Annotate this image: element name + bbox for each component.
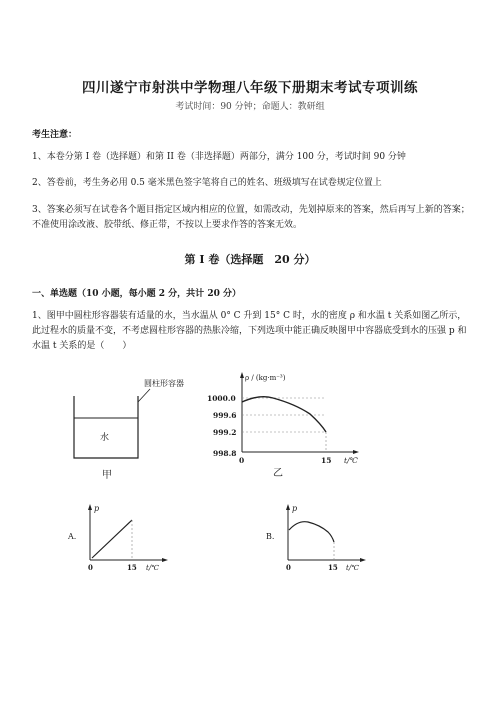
option-b-y-label: p <box>292 504 298 513</box>
option-b-x-label: t/℃ <box>346 564 360 572</box>
exam-info: 考试时间：90 分钟；命题人：教研组 <box>175 102 325 112</box>
yi-y-tick-1: 1000.0 <box>207 394 236 403</box>
yi-density-curve <box>242 397 326 432</box>
notice-item-3: 3、答案必须写在试卷各个题目指定区域内相应的位置，如需改动，先划掉原来的答案，然后再写上新的答案；不准使用涂改液、胶带纸、修正带，不按以上要求作答的答案无效。 <box>32 205 470 230</box>
yi-x-tick-0: 0 <box>239 456 245 465</box>
yi-y-tick-4: 998.8 <box>213 449 237 458</box>
option-b-label: B. <box>266 532 275 541</box>
water-label: 水 <box>100 433 110 443</box>
option-a-x-arrow <box>162 558 168 562</box>
yi-x-arrow <box>353 450 359 454</box>
notice-item-2: 2、答卷前，考生务必用 0.5 毫米黑色签字笔将自己的姓名、班级填写在试卷规定位置上 <box>32 178 382 188</box>
container-outline <box>74 396 138 458</box>
part-heading: 一、单选题（10 小题，每小题 2 分，共计 20 分） <box>32 289 241 299</box>
option-b-y-arrow <box>286 504 290 510</box>
yi-y-tick-2: 999.6 <box>213 411 237 420</box>
option-b-graph[interactable] <box>260 500 380 576</box>
section-title: 第 I 卷（选择题 20 分） <box>184 253 316 266</box>
yi-y-axis-label: ρ / (kg·m⁻³) <box>245 374 286 382</box>
option-b-x-tick-15: 15 <box>328 563 338 572</box>
notice-heading: 考生注意： <box>32 130 78 140</box>
option-a-x-tick-0: 0 <box>88 563 93 572</box>
option-a-line <box>92 520 132 558</box>
figure-yi <box>205 368 370 486</box>
option-a-graph[interactable] <box>62 500 182 576</box>
yi-x-tick-15: 15 <box>321 456 332 465</box>
yi-y-tick-3: 999.2 <box>213 428 237 437</box>
option-b-curve <box>289 522 334 542</box>
yi-y-arrow <box>240 372 244 378</box>
page-title: 四川遂宁市射洪中学物理八年级下册期末考试专项训练 <box>82 80 418 96</box>
figure-yi-caption: 乙 <box>273 468 283 479</box>
option-a-x-label: t/℃ <box>146 564 160 572</box>
figure-jia <box>60 372 200 482</box>
container-label: 圆柱形容器 <box>144 379 184 388</box>
container-pointer-line <box>138 389 150 402</box>
option-a-y-arrow <box>88 504 92 510</box>
question-1-text: 1、图甲中圆柱形容器装有适量的水，当水温从 0° C 升到 15° C 时，水的密度 ρ 和水温 t 关系如图乙所示，此过程水的质量不变，不考虑圆柱形容器的热胀冷缩，下列选项中能正确反映图甲中容器底受到水的压强 p 和水温 t 关系的是（ ） <box>32 311 467 351</box>
yi-gridlines <box>242 398 326 452</box>
option-b-x-arrow <box>360 558 366 562</box>
notice-item-1: 1、本卷分第 I 卷（选择题）和第 II 卷（非选择题）两部分，满分 100 分，考试时间 90 分钟 <box>32 152 406 162</box>
option-b-x-tick-0: 0 <box>286 563 291 572</box>
option-a-label: A. <box>68 532 77 541</box>
option-a-x-tick-15: 15 <box>127 563 137 572</box>
figure-jia-caption: 甲 <box>102 470 112 481</box>
option-a-y-label: p <box>94 504 100 513</box>
yi-x-axis-label: t/℃ <box>344 456 358 465</box>
